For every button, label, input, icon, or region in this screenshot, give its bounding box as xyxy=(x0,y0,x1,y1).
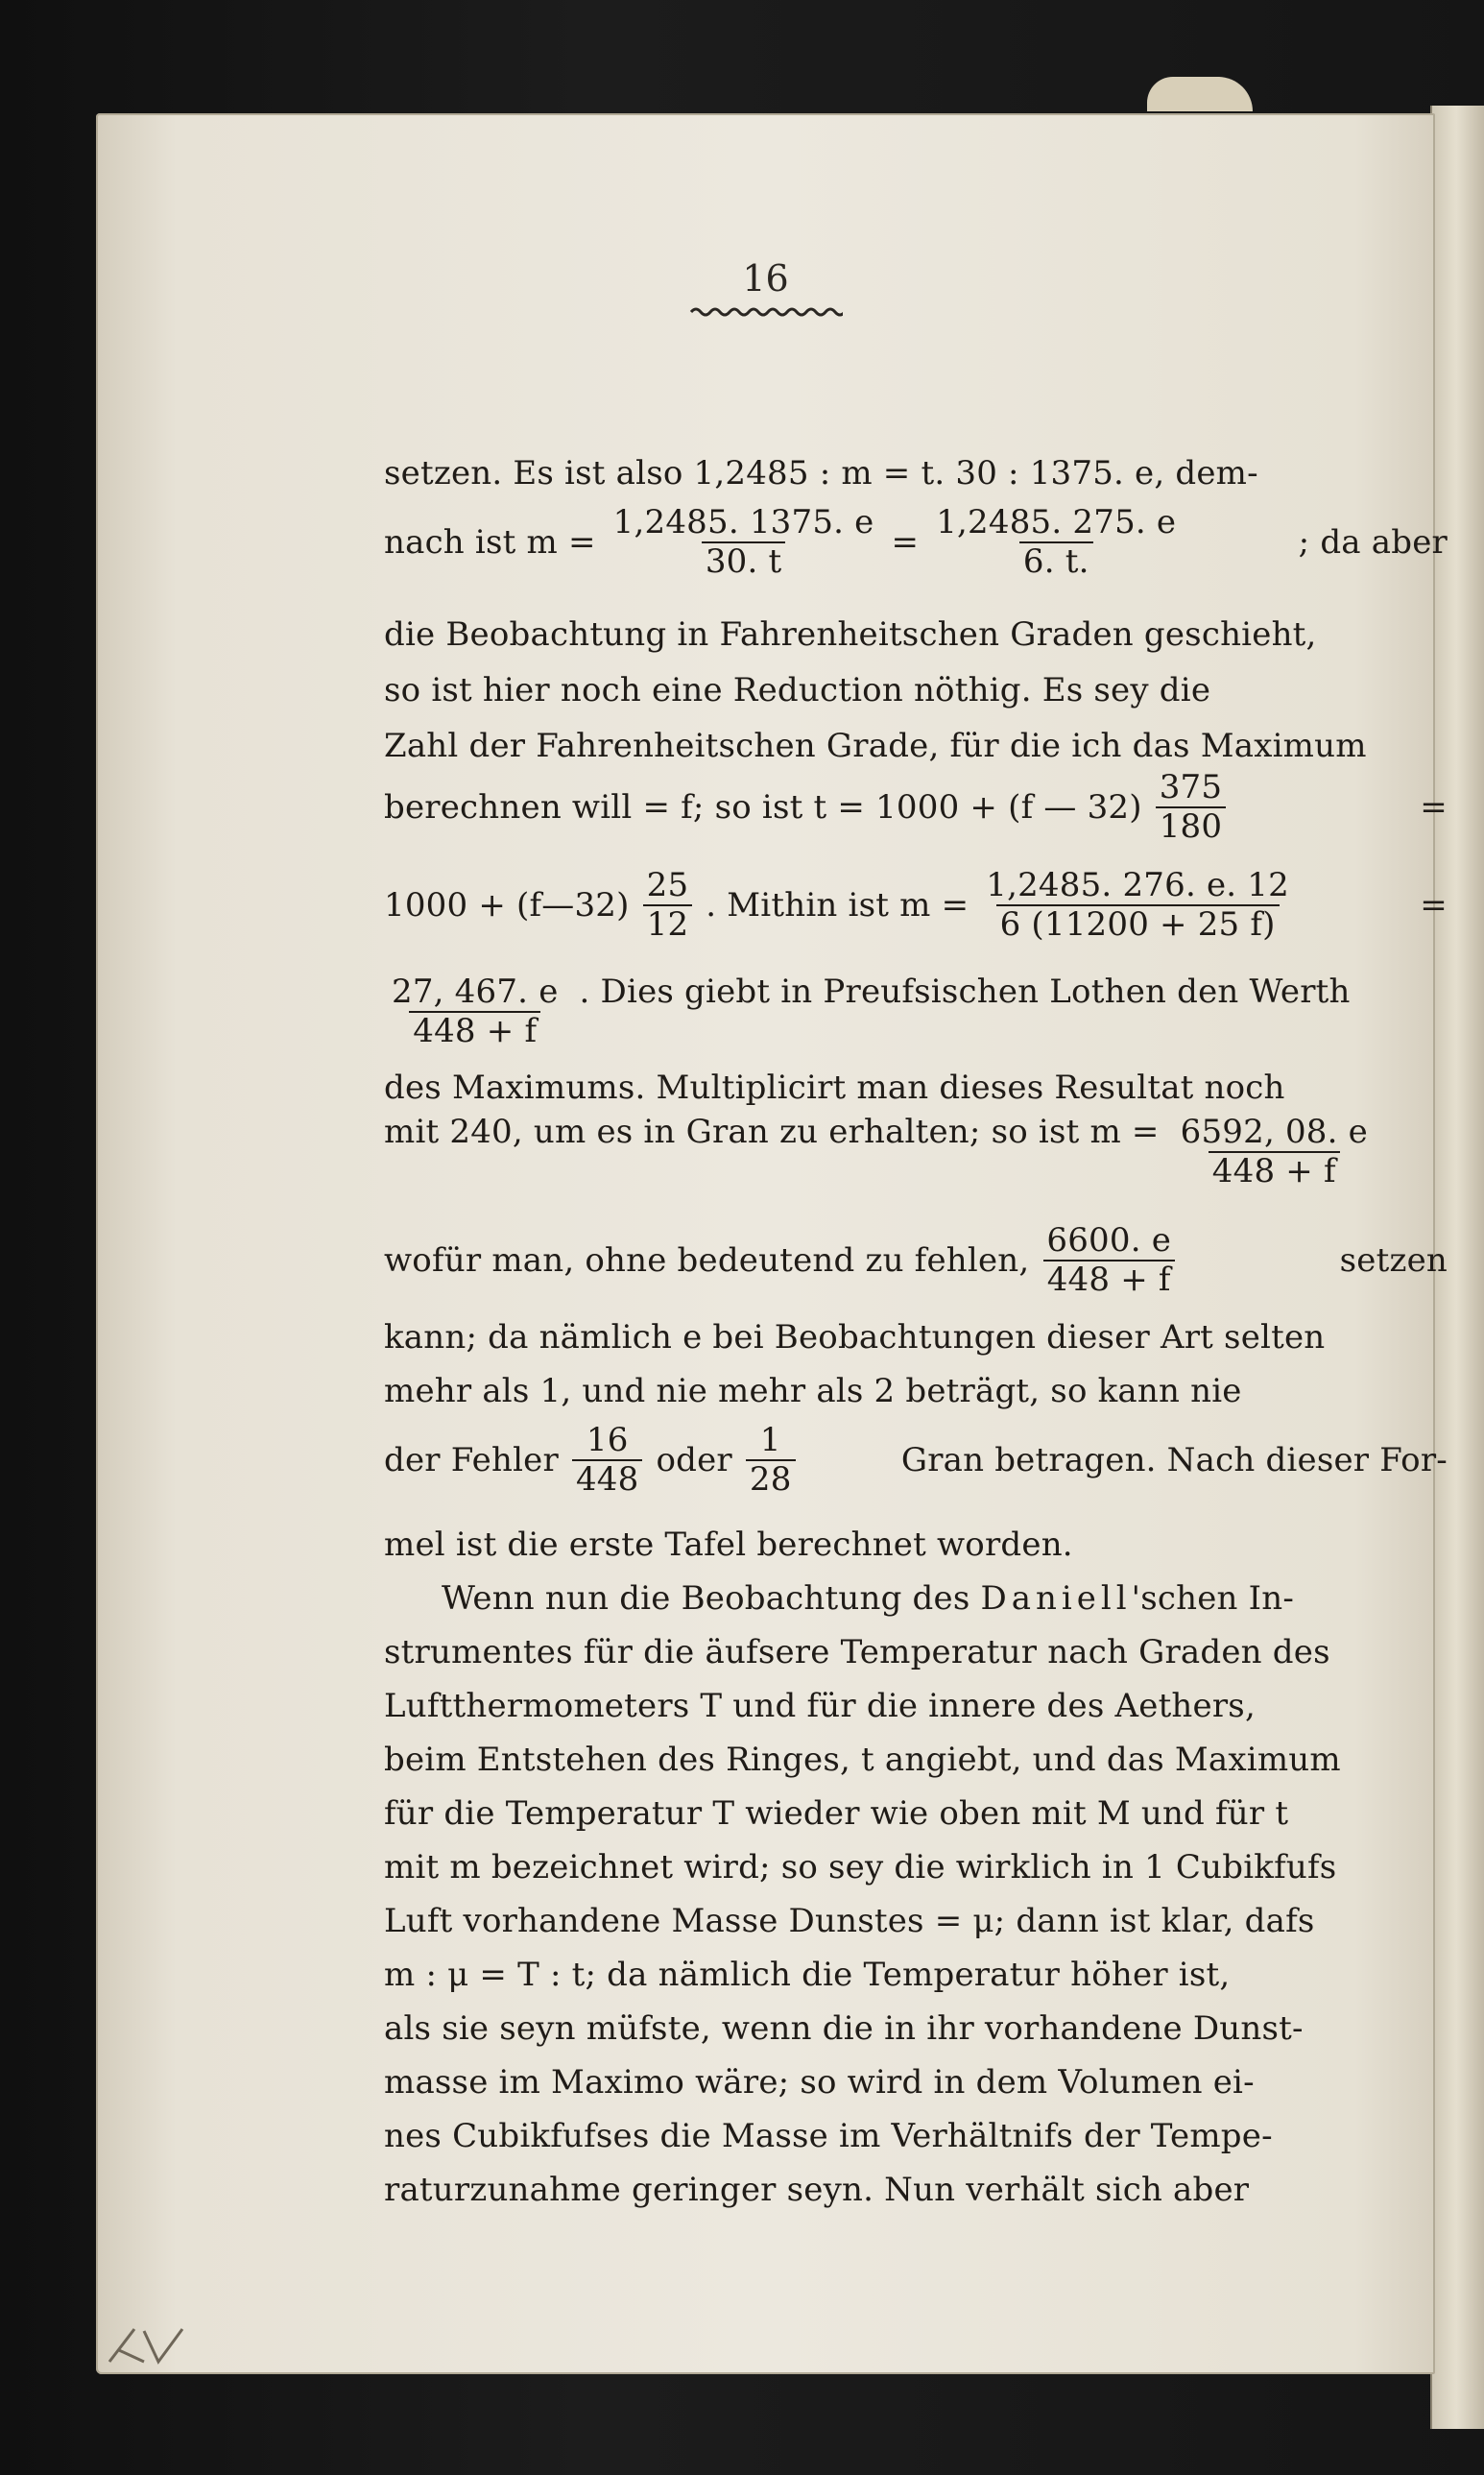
text-line: masse im Maximo wäre; so wird in dem Volumen ei- xyxy=(384,2063,1255,2102)
text-line: $\frac{27, 467. e}{448 + f}$ . Dies giebt in Preufsischen Lothen den Werth xyxy=(384,973,1448,1050)
fraction: $\frac{6592, 08. e}{448 + f}$ xyxy=(1180,1113,1368,1191)
text-line: 1000 + (f—32) $\frac{25}{12}$ . Mithin ist m = $\frac{1,2485. 276. e. 12}{6 (11200 + 25 f)}$ = xyxy=(384,866,1448,945)
text-line: mehr als 1, und nie mehr als 2 beträgt, so kann nie xyxy=(384,1372,1242,1410)
fraction: $\frac{375}{180}$ xyxy=(1156,769,1227,846)
text-line: strumentes für die äufsere Temperatur nach Graden des xyxy=(384,1633,1330,1671)
text-line: mit 240, um es in Gran zu erhalten; so ist m = $\frac{6592, 08. e}{448 + f}$ xyxy=(384,1113,1448,1190)
text-line: Wenn nun die Beobachtung des Daniell'schen In- xyxy=(442,1579,1295,1618)
equation: wofür man, ohne bedeutend zu fehlen, $\frac{6600. e}{448 + f}$ xyxy=(384,1222,1179,1299)
text-line: mel ist die erste Tafel berechnet worden. xyxy=(384,1526,1073,1564)
text-line: Luft vorhandene Masse Dunstes = μ; dann ist klar, dafs xyxy=(384,1902,1315,1940)
book-page xyxy=(96,113,1448,2374)
page-number: 16 xyxy=(742,257,789,300)
fraction: $\frac{6600. e}{448 + f}$ xyxy=(1042,1222,1175,1299)
equation: berechnen will = f; so ist t = 1000 + (f — 32) $\frac{375}{180}$ xyxy=(384,769,1230,846)
fraction: $\frac{25}{12}$ xyxy=(643,867,693,944)
text-line: raturzunahme geringer seyn. Nun verhält sich aber xyxy=(384,2171,1250,2209)
wavy-rule-ornament xyxy=(689,305,843,319)
paper-tab-remnant xyxy=(1147,77,1253,111)
text-line: als sie seyn müfste, wenn die in ihr vorhandene Dunst- xyxy=(384,2009,1304,2048)
fraction: $\frac{27, 467. e}{448 + f}$ xyxy=(392,973,559,1051)
text-line: nach ist m = $\frac{1,2485. 1375. e}{30. t}$ = $\frac{1,2485. 275. e}{6. t.}$ ; da aber xyxy=(384,503,1448,582)
text-line: beim Entstehen des Ringes, t angiebt, und das Maximum xyxy=(384,1741,1341,1779)
fraction: $\frac{1,2485. 1375. e}{30. t}$ xyxy=(612,503,874,582)
author-name: Daniell xyxy=(980,1579,1132,1618)
text-line: des Maximums. Multiplicirt man dieses Resultat noch xyxy=(384,1069,1285,1107)
text-line: wofür man, ohne bedeutend zu fehlen, $\frac{6600. e}{448 + f}$ setzen xyxy=(384,1221,1448,1300)
fraction: $\frac{1,2485. 275. e}{6. t.}$ xyxy=(936,503,1177,582)
corner-pencil-mark xyxy=(106,2323,211,2367)
text-line: Luftthermometers T und für die innere des Aethers, xyxy=(384,1687,1256,1725)
text-line: m : μ = T : t; da nämlich die Temperatur höher ist, xyxy=(384,1956,1231,1994)
text-line: für die Temperatur T wieder wie oben mit M und für t xyxy=(384,1794,1289,1833)
text-line: kann; da nämlich e bei Beobachtungen dieser Art selten xyxy=(384,1318,1326,1357)
text-line: setzen. Es ist also 1,2485 : m = t. 30 : 1375. e, dem- xyxy=(384,454,1258,493)
text-line: nes Cubikfufses die Masse im Verhältnifs der Tempe- xyxy=(384,2117,1273,2155)
fraction: $\frac{1}{28}$ xyxy=(746,1422,796,1499)
text-line: so ist hier noch eine Reduction nöthig. Es sey die xyxy=(384,671,1211,709)
fraction: $\frac{16}{448}$ xyxy=(572,1422,643,1499)
text-line: Zahl der Fahrenheitschen Grade, für die ich das Maximum xyxy=(384,727,1367,765)
text-line: die Beobachtung in Fahrenheitschen Graden geschieht, xyxy=(384,615,1317,654)
text-line: berechnen will = f; so ist t = 1000 + (f — 32) $\frac{375}{180}$ = xyxy=(384,768,1448,847)
text-line: der Fehler $\frac{16}{448}$ oder $\frac{1}{28}$ Gran betragen. Nach dieser For- xyxy=(384,1421,1448,1500)
equation: nach ist m = $\frac{1,2485. 1375. e}{30. t}$ = $\frac{1,2485. 275. e}{6. t.}$ xyxy=(384,504,1184,581)
equation: der Fehler $\frac{16}{448}$ oder $\frac{1}{28}$ xyxy=(384,1422,800,1499)
text-line: mit m bezeichnet wird; so sey die wirklich in 1 Cubikfufs xyxy=(384,1848,1337,1886)
fraction: $\frac{1,2485. 276. e. 12}{6 (11200 + 25 f)}$ xyxy=(986,866,1289,945)
equation: 1000 + (f—32) $\frac{25}{12}$ . Mithin ist m = $\frac{1,2485. 276. e. 12}{6 (11200 + 25 f)}$ xyxy=(384,867,1297,944)
